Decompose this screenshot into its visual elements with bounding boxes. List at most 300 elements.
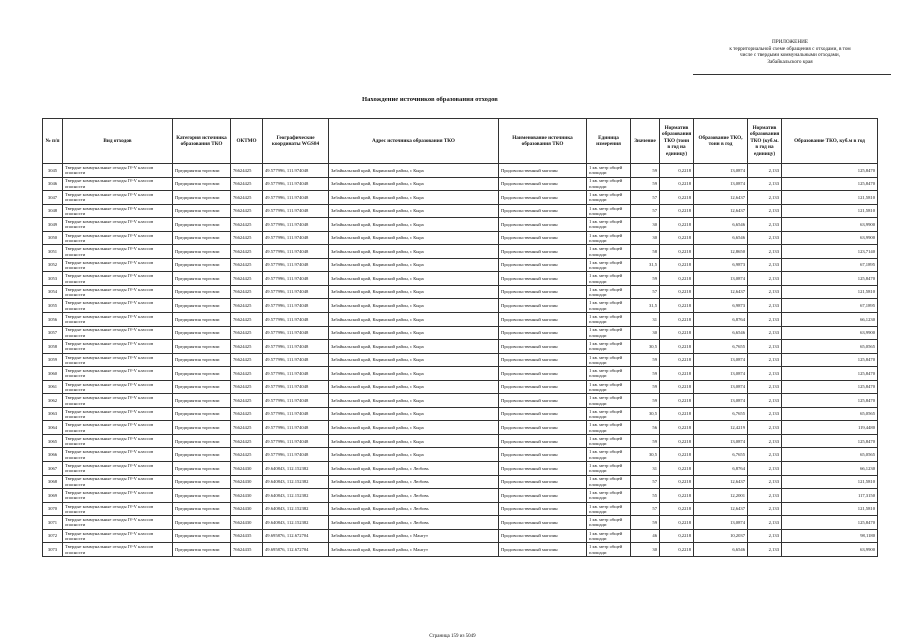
waste-type-cell: Твердые коммунальные отходы IV-V классов опасности (63, 516, 173, 530)
address-cell: Забайкальский край, Кыринский район, с Кыра (329, 367, 499, 381)
value-cell: 31,5 (631, 299, 660, 313)
oktmo-cell: 76624425 (231, 204, 263, 218)
norm-m3-cell: 2,133 (748, 272, 782, 286)
tons-per-year-cell: 13,0874 (694, 394, 748, 408)
oktmo-cell: 76624425 (231, 434, 263, 448)
tons-per-year-cell: 6,6546 (694, 218, 748, 232)
appendix-line: Забайкальского края (767, 58, 813, 65)
row-number-cell: 3051 (43, 245, 63, 259)
oktmo-cell: 76624425 (231, 272, 263, 286)
norm-tons-cell: 0,2218 (660, 475, 694, 489)
tons-per-year-cell: 12,4219 (694, 421, 748, 435)
unit-cell: 1 кв. метр общей площади (587, 353, 631, 367)
m3-per-year-cell: 125,8470 (782, 177, 878, 191)
table-body (43, 164, 878, 557)
table-row (43, 448, 878, 462)
value-cell: 30,5 (631, 448, 660, 462)
waste-type-cell: Твердые коммунальные отходы IV-V классов опасности (63, 191, 173, 205)
unit-cell: 1 кв. метр общей площади (587, 164, 631, 178)
unit-cell: 1 кв. метр общей площади (587, 258, 631, 272)
row-number-cell: 3069 (43, 489, 63, 503)
unit-cell: 1 кв. метр общей площади (587, 462, 631, 476)
row-number-cell: 3063 (43, 407, 63, 421)
unit-cell: 1 кв. метр общей площади (587, 204, 631, 218)
waste-type-cell: Твердые коммунальные отходы IV-V классов опасности (63, 380, 173, 394)
value-cell: 55 (631, 489, 660, 503)
coordinates-cell: 49.577996, 111.974048 (263, 218, 329, 232)
source-category-cell: Предприятия торговли (173, 272, 231, 286)
m3-per-year-cell: 125,8470 (782, 434, 878, 448)
coordinates-cell: 49.577996, 111.974048 (263, 340, 329, 354)
source-category-cell: Предприятия торговли (173, 245, 231, 259)
tons-per-year-cell: 13,0874 (694, 380, 748, 394)
address-cell: Забайкальский край, Кыринский район, с Кыра (329, 245, 499, 259)
norm-tons-cell: 0,2218 (660, 204, 694, 218)
source-category-cell: Предприятия торговли (173, 164, 231, 178)
source-name-cell: Продовольственный магазин (499, 489, 587, 503)
waste-type-cell: Твердые коммунальные отходы IV-V классов опасности (63, 326, 173, 340)
table-row (43, 407, 878, 421)
norm-m3-cell: 2,133 (748, 258, 782, 272)
coordinates-cell: 49.640843, 112.152382 (263, 502, 329, 516)
oktmo-cell: 76624425 (231, 231, 263, 245)
value-cell: 58 (631, 245, 660, 259)
tons-per-year-cell: 6,7655 (694, 448, 748, 462)
row-number-cell: 3055 (43, 299, 63, 313)
source-category-cell: Предприятия торговли (173, 353, 231, 367)
address-cell: Забайкальский край, Кыринский район, с Кыра (329, 326, 499, 340)
unit-cell: 1 кв. метр общей площади (587, 191, 631, 205)
coordinates-cell: 49.695876, 112.672704 (263, 529, 329, 543)
value-cell: 57 (631, 191, 660, 205)
oktmo-cell: 76624430 (231, 516, 263, 530)
address-cell: Забайкальский край, Кыринский район, с Кыра (329, 313, 499, 327)
norm-m3-cell: 2,133 (748, 245, 782, 259)
m3-per-year-cell: 123,7140 (782, 245, 878, 259)
table-row (43, 367, 878, 381)
norm-tons-cell: 0,2218 (660, 326, 694, 340)
source-name-cell: Продовольственный магазин (499, 516, 587, 530)
table-row (43, 204, 878, 218)
m3-per-year-cell: 125,8470 (782, 380, 878, 394)
row-number-cell: 3050 (43, 231, 63, 245)
source-category-cell: Предприятия торговли (173, 516, 231, 530)
m3-per-year-cell: 121,5810 (782, 204, 878, 218)
m3-per-year-cell: 98,1180 (782, 529, 878, 543)
tons-per-year-cell: 13,0874 (694, 367, 748, 381)
waste-type-cell: Твердые коммунальные отходы IV-V классов опасности (63, 313, 173, 327)
m3-per-year-cell: 63,9900 (782, 218, 878, 232)
waste-type-cell: Твердые коммунальные отходы IV-V классов опасности (63, 285, 173, 299)
row-number-cell: 3059 (43, 353, 63, 367)
unit-cell: 1 кв. метр общей площади (587, 529, 631, 543)
oktmo-cell: 76624425 (231, 340, 263, 354)
table-row (43, 177, 878, 191)
value-cell: 31 (631, 462, 660, 476)
page-footer: Страница 159 из 5049 (429, 634, 476, 639)
row-number-cell: 3052 (43, 258, 63, 272)
source-category-cell: Предприятия торговли (173, 489, 231, 503)
m3-per-year-cell: 121,5810 (782, 502, 878, 516)
source-category-cell: Предприятия торговли (173, 231, 231, 245)
source-category-cell: Предприятия торговли (173, 299, 231, 313)
table-row (43, 394, 878, 408)
coordinates-cell: 49.577996, 111.974048 (263, 231, 329, 245)
row-number-cell: 3061 (43, 380, 63, 394)
coordinates-cell: 49.577996, 111.974048 (263, 367, 329, 381)
address-cell: Забайкальский край, Кыринский район, с Кыра (329, 340, 499, 354)
header-cell: № п/п (43, 119, 63, 164)
oktmo-cell: 76624425 (231, 245, 263, 259)
tons-per-year-cell: 12,2001 (694, 489, 748, 503)
unit-cell: 1 кв. метр общей площади (587, 421, 631, 435)
waste-sources-table (42, 118, 878, 557)
m3-per-year-cell: 119,4480 (782, 421, 878, 435)
m3-per-year-cell: 67,1895 (782, 299, 878, 313)
value-cell: 30,5 (631, 340, 660, 354)
coordinates-cell: 49.577996, 111.974048 (263, 204, 329, 218)
m3-per-year-cell: 63,9900 (782, 326, 878, 340)
norm-m3-cell: 2,133 (748, 462, 782, 476)
tons-per-year-cell: 12,6437 (694, 285, 748, 299)
appendix-line: ПРИЛОЖЕНИЕ (772, 39, 808, 45)
source-category-cell: Предприятия торговли (173, 421, 231, 435)
table-row (43, 231, 878, 245)
norm-m3-cell: 2,133 (748, 204, 782, 218)
oktmo-cell: 76624425 (231, 353, 263, 367)
coordinates-cell: 49.577996, 111.974048 (263, 272, 329, 286)
waste-type-cell: Твердые коммунальные отходы IV-V классов опасности (63, 502, 173, 516)
source-name-cell: Продовольственный магазин (499, 380, 587, 394)
coordinates-cell: 49.640843, 112.152382 (263, 475, 329, 489)
value-cell: 31 (631, 313, 660, 327)
value-cell: 59 (631, 394, 660, 408)
unit-cell: 1 кв. метр общей площади (587, 502, 631, 516)
value-cell: 59 (631, 177, 660, 191)
unit-cell: 1 кв. метр общей площади (587, 313, 631, 327)
source-name-cell: Продовольственный магазин (499, 543, 587, 557)
source-name-cell: Продовольственный магазин (499, 434, 587, 448)
coordinates-cell: 49.640843, 112.152382 (263, 489, 329, 503)
source-name-cell: Продовольственный магазин (499, 367, 587, 381)
header-cell: Норматив образования ТКО (куб.м. в год на единицу) (748, 119, 782, 164)
header-cell: Образование ТКО, куб.м в год (782, 119, 878, 164)
value-cell: 59 (631, 367, 660, 381)
coordinates-cell: 49.577996, 111.974048 (263, 380, 329, 394)
address-cell: Забайкальский край, Кыринский район, с Кыра (329, 164, 499, 178)
source-name-cell: Продовольственный магазин (499, 353, 587, 367)
norm-tons-cell: 0,2218 (660, 353, 694, 367)
norm-tons-cell: 0,2218 (660, 340, 694, 354)
appendix-line: числе с твердыми коммунальными отходами, (739, 52, 840, 59)
unit-cell: 1 кв. метр общей площади (587, 285, 631, 299)
oktmo-cell: 76624425 (231, 299, 263, 313)
tons-per-year-cell: 12,6437 (694, 475, 748, 489)
row-number-cell: 3049 (43, 218, 63, 232)
oktmo-cell: 76624425 (231, 380, 263, 394)
source-name-cell: Продовольственный магазин (499, 529, 587, 543)
table-row (43, 462, 878, 476)
source-name-cell: Продовольственный магазин (499, 462, 587, 476)
table-row (43, 353, 878, 367)
unit-cell: 1 кв. метр общей площади (587, 448, 631, 462)
value-cell: 57 (631, 502, 660, 516)
waste-type-cell: Твердые коммунальные отходы IV-V классов опасности (63, 529, 173, 543)
coordinates-cell: 49.577996, 111.974048 (263, 326, 329, 340)
tons-per-year-cell: 6,9873 (694, 299, 748, 313)
norm-m3-cell: 2,133 (748, 285, 782, 299)
norm-tons-cell: 0,2218 (660, 245, 694, 259)
tons-per-year-cell: 13,0874 (694, 434, 748, 448)
address-cell: Забайкальский край, Кыринский район, с Кыра (329, 218, 499, 232)
unit-cell: 1 кв. метр общей площади (587, 489, 631, 503)
table-row (43, 340, 878, 354)
m3-per-year-cell: 66,1230 (782, 313, 878, 327)
tons-per-year-cell: 6,7655 (694, 407, 748, 421)
unit-cell: 1 кв. метр общей площади (587, 326, 631, 340)
norm-tons-cell: 0,2218 (660, 394, 694, 408)
norm-m3-cell: 2,133 (748, 380, 782, 394)
row-number-cell: 3072 (43, 529, 63, 543)
address-cell: Забайкальский край, Кыринский район, с Кыра (329, 448, 499, 462)
header-cell: Образование ТКО, тонн в год (694, 119, 748, 164)
norm-tons-cell: 0,2218 (660, 285, 694, 299)
source-category-cell: Предприятия торговли (173, 529, 231, 543)
waste-type-cell: Твердые коммунальные отходы IV-V классов опасности (63, 258, 173, 272)
norm-tons-cell: 0,2218 (660, 299, 694, 313)
norm-m3-cell: 2,133 (748, 516, 782, 530)
coordinates-cell: 49.577996, 111.974048 (263, 353, 329, 367)
oktmo-cell: 76624425 (231, 367, 263, 381)
norm-tons-cell: 0,2218 (660, 367, 694, 381)
norm-tons-cell: 0,2218 (660, 462, 694, 476)
source-category-cell: Предприятия торговли (173, 340, 231, 354)
coordinates-cell: 49.577996, 111.974048 (263, 421, 329, 435)
value-cell: 30 (631, 543, 660, 557)
value-cell: 59 (631, 272, 660, 286)
oktmo-cell: 76624425 (231, 421, 263, 435)
waste-type-cell: Твердые коммунальные отходы IV-V классов опасности (63, 434, 173, 448)
coordinates-cell: 49.577996, 111.974048 (263, 245, 329, 259)
header-cell: Адрес источника образования ТКО (329, 119, 499, 164)
norm-tons-cell: 0,2218 (660, 516, 694, 530)
tons-per-year-cell: 10,2037 (694, 529, 748, 543)
oktmo-cell: 76624425 (231, 177, 263, 191)
oktmo-cell: 76624430 (231, 475, 263, 489)
waste-type-cell: Твердые коммунальные отходы IV-V классов опасности (63, 204, 173, 218)
document-title: Нахождение источников образования отходов (362, 96, 498, 103)
oktmo-cell: 76624430 (231, 462, 263, 476)
source-name-cell: Продовольственный магазин (499, 326, 587, 340)
source-category-cell: Предприятия торговли (173, 502, 231, 516)
value-cell: 57 (631, 475, 660, 489)
row-number-cell: 3065 (43, 434, 63, 448)
appendix-note (690, 39, 890, 75)
row-number-cell: 3060 (43, 367, 63, 381)
source-name-cell: Продовольственный магазин (499, 502, 587, 516)
table-row (43, 380, 878, 394)
m3-per-year-cell: 125,8470 (782, 164, 878, 178)
source-category-cell: Предприятия торговли (173, 204, 231, 218)
address-cell: Забайкальский край, Кыринский район, с Любовь (329, 489, 499, 503)
unit-cell: 1 кв. метр общей площади (587, 272, 631, 286)
coordinates-cell: 49.640843, 112.152382 (263, 516, 329, 530)
norm-tons-cell: 0,2218 (660, 543, 694, 557)
value-cell: 30 (631, 231, 660, 245)
coordinates-cell: 49.577996, 111.974048 (263, 191, 329, 205)
m3-per-year-cell: 67,1895 (782, 258, 878, 272)
header-cell: Норматив образования ТКО (тонн в год на единицу) (660, 119, 694, 164)
waste-type-cell: Твердые коммунальные отходы IV-V классов опасности (63, 177, 173, 191)
m3-per-year-cell: 63,9900 (782, 231, 878, 245)
m3-per-year-cell: 65,0565 (782, 448, 878, 462)
m3-per-year-cell: 125,8470 (782, 272, 878, 286)
source-name-cell: Продовольственный магазин (499, 191, 587, 205)
m3-per-year-cell: 65,0565 (782, 407, 878, 421)
address-cell: Забайкальский край, Кыринский район, с Кыра (329, 353, 499, 367)
oktmo-cell: 76624425 (231, 448, 263, 462)
tons-per-year-cell: 6,8764 (694, 462, 748, 476)
value-cell: 59 (631, 164, 660, 178)
norm-m3-cell: 2,133 (748, 502, 782, 516)
source-name-cell: Продовольственный магазин (499, 394, 587, 408)
tons-per-year-cell: 12,6437 (694, 502, 748, 516)
appendix-line: к территориальной схеме обращения с отходами, в том (729, 45, 851, 52)
oktmo-cell: 76624430 (231, 502, 263, 516)
row-number-cell: 3047 (43, 191, 63, 205)
table-row (43, 258, 878, 272)
value-cell: 30 (631, 326, 660, 340)
unit-cell: 1 кв. метр общей площади (587, 231, 631, 245)
table-row (43, 164, 878, 178)
row-number-cell: 3053 (43, 272, 63, 286)
tons-per-year-cell: 13,0874 (694, 164, 748, 178)
address-cell: Забайкальский край, Кыринский район, с Кыра (329, 258, 499, 272)
oktmo-cell: 76624425 (231, 394, 263, 408)
oktmo-cell: 76624425 (231, 313, 263, 327)
value-cell: 46 (631, 529, 660, 543)
waste-type-cell: Твердые коммунальные отходы IV-V классов опасности (63, 394, 173, 408)
tons-per-year-cell: 6,8764 (694, 313, 748, 327)
table-row (43, 313, 878, 327)
oktmo-cell: 76624425 (231, 285, 263, 299)
address-cell: Забайкальский край, Кыринский район, с Любовь (329, 516, 499, 530)
coordinates-cell: 49.577996, 111.974048 (263, 299, 329, 313)
norm-m3-cell: 2,133 (748, 448, 782, 462)
unit-cell: 1 кв. метр общей площади (587, 218, 631, 232)
row-number-cell: 3045 (43, 164, 63, 178)
value-cell: 56 (631, 421, 660, 435)
table-row (43, 285, 878, 299)
source-name-cell: Продовольственный магазин (499, 448, 587, 462)
norm-tons-cell: 0,2218 (660, 177, 694, 191)
norm-tons-cell: 0,2218 (660, 529, 694, 543)
unit-cell: 1 кв. метр общей площади (587, 340, 631, 354)
source-name-cell: Продовольственный магазин (499, 231, 587, 245)
waste-type-cell: Твердые коммунальные отходы IV-V классов опасности (63, 448, 173, 462)
oktmo-cell: 76624430 (231, 489, 263, 503)
table-row (43, 272, 878, 286)
coordinates-cell: 49.577996, 111.974048 (263, 285, 329, 299)
value-cell: 30,5 (631, 407, 660, 421)
source-name-cell: Продовольственный магазин (499, 421, 587, 435)
waste-type-cell: Твердые коммунальные отходы IV-V классов опасности (63, 231, 173, 245)
address-cell: Забайкальский край, Кыринский район, с Кыра (329, 299, 499, 313)
source-category-cell: Предприятия торговли (173, 191, 231, 205)
table-row (43, 218, 878, 232)
m3-per-year-cell: 65,0565 (782, 340, 878, 354)
tons-per-year-cell: 12,8650 (694, 245, 748, 259)
m3-per-year-cell: 63,9900 (782, 543, 878, 557)
address-cell: Забайкальский край, Кыринский район, с Любовь (329, 502, 499, 516)
norm-tons-cell: 0,2218 (660, 164, 694, 178)
norm-tons-cell: 0,2218 (660, 380, 694, 394)
unit-cell: 1 кв. метр общей площади (587, 299, 631, 313)
header-cell: Вид отходов (63, 119, 173, 164)
unit-cell: 1 кв. метр общей площади (587, 394, 631, 408)
row-number-cell: 3073 (43, 543, 63, 557)
address-cell: Забайкальский край, Кыринский район, с Кыра (329, 434, 499, 448)
value-cell: 59 (631, 353, 660, 367)
norm-m3-cell: 2,133 (748, 313, 782, 327)
table-row (43, 299, 878, 313)
source-category-cell: Предприятия торговли (173, 285, 231, 299)
oktmo-cell: 76624425 (231, 258, 263, 272)
waste-type-cell: Твердые коммунальные отходы IV-V классов опасности (63, 299, 173, 313)
norm-m3-cell: 2,133 (748, 164, 782, 178)
source-category-cell: Предприятия торговли (173, 462, 231, 476)
norm-m3-cell: 2,133 (748, 543, 782, 557)
oktmo-cell: 76624425 (231, 407, 263, 421)
waste-type-cell: Твердые коммунальные отходы IV-V классов опасности (63, 489, 173, 503)
table-row (43, 529, 878, 543)
oktmo-cell: 76624425 (231, 164, 263, 178)
norm-tons-cell: 0,2218 (660, 313, 694, 327)
m3-per-year-cell: 121,5810 (782, 475, 878, 489)
row-number-cell: 3062 (43, 394, 63, 408)
waste-type-cell: Твердые коммунальные отходы IV-V классов опасности (63, 407, 173, 421)
source-name-cell: Продовольственный магазин (499, 258, 587, 272)
source-name-cell: Продовольственный магазин (499, 299, 587, 313)
tons-per-year-cell: 13,0874 (694, 272, 748, 286)
table-row (43, 475, 878, 489)
coordinates-cell: 49.577996, 111.974048 (263, 394, 329, 408)
norm-m3-cell: 2,133 (748, 191, 782, 205)
norm-m3-cell: 2,133 (748, 394, 782, 408)
source-category-cell: Предприятия торговли (173, 407, 231, 421)
table-row (43, 543, 878, 557)
m3-per-year-cell: 66,1230 (782, 462, 878, 476)
norm-tons-cell: 0,2218 (660, 448, 694, 462)
source-name-cell: Продовольственный магазин (499, 475, 587, 489)
table-row (43, 245, 878, 259)
norm-tons-cell: 0,2218 (660, 489, 694, 503)
norm-m3-cell: 2,133 (748, 421, 782, 435)
address-cell: Забайкальский край, Кыринский район, с Кыра (329, 204, 499, 218)
row-number-cell: 3046 (43, 177, 63, 191)
source-category-cell: Предприятия торговли (173, 218, 231, 232)
norm-m3-cell: 2,133 (748, 326, 782, 340)
table-row (43, 502, 878, 516)
oktmo-cell: 76624435 (231, 543, 263, 557)
coordinates-cell: 49.577996, 111.974048 (263, 164, 329, 178)
table-row (43, 434, 878, 448)
m3-per-year-cell: 125,8470 (782, 353, 878, 367)
source-name-cell: Продовольственный магазин (499, 340, 587, 354)
unit-cell: 1 кв. метр общей площади (587, 380, 631, 394)
tons-per-year-cell: 13,0874 (694, 516, 748, 530)
waste-type-cell: Твердые коммунальные отходы IV-V классов опасности (63, 462, 173, 476)
